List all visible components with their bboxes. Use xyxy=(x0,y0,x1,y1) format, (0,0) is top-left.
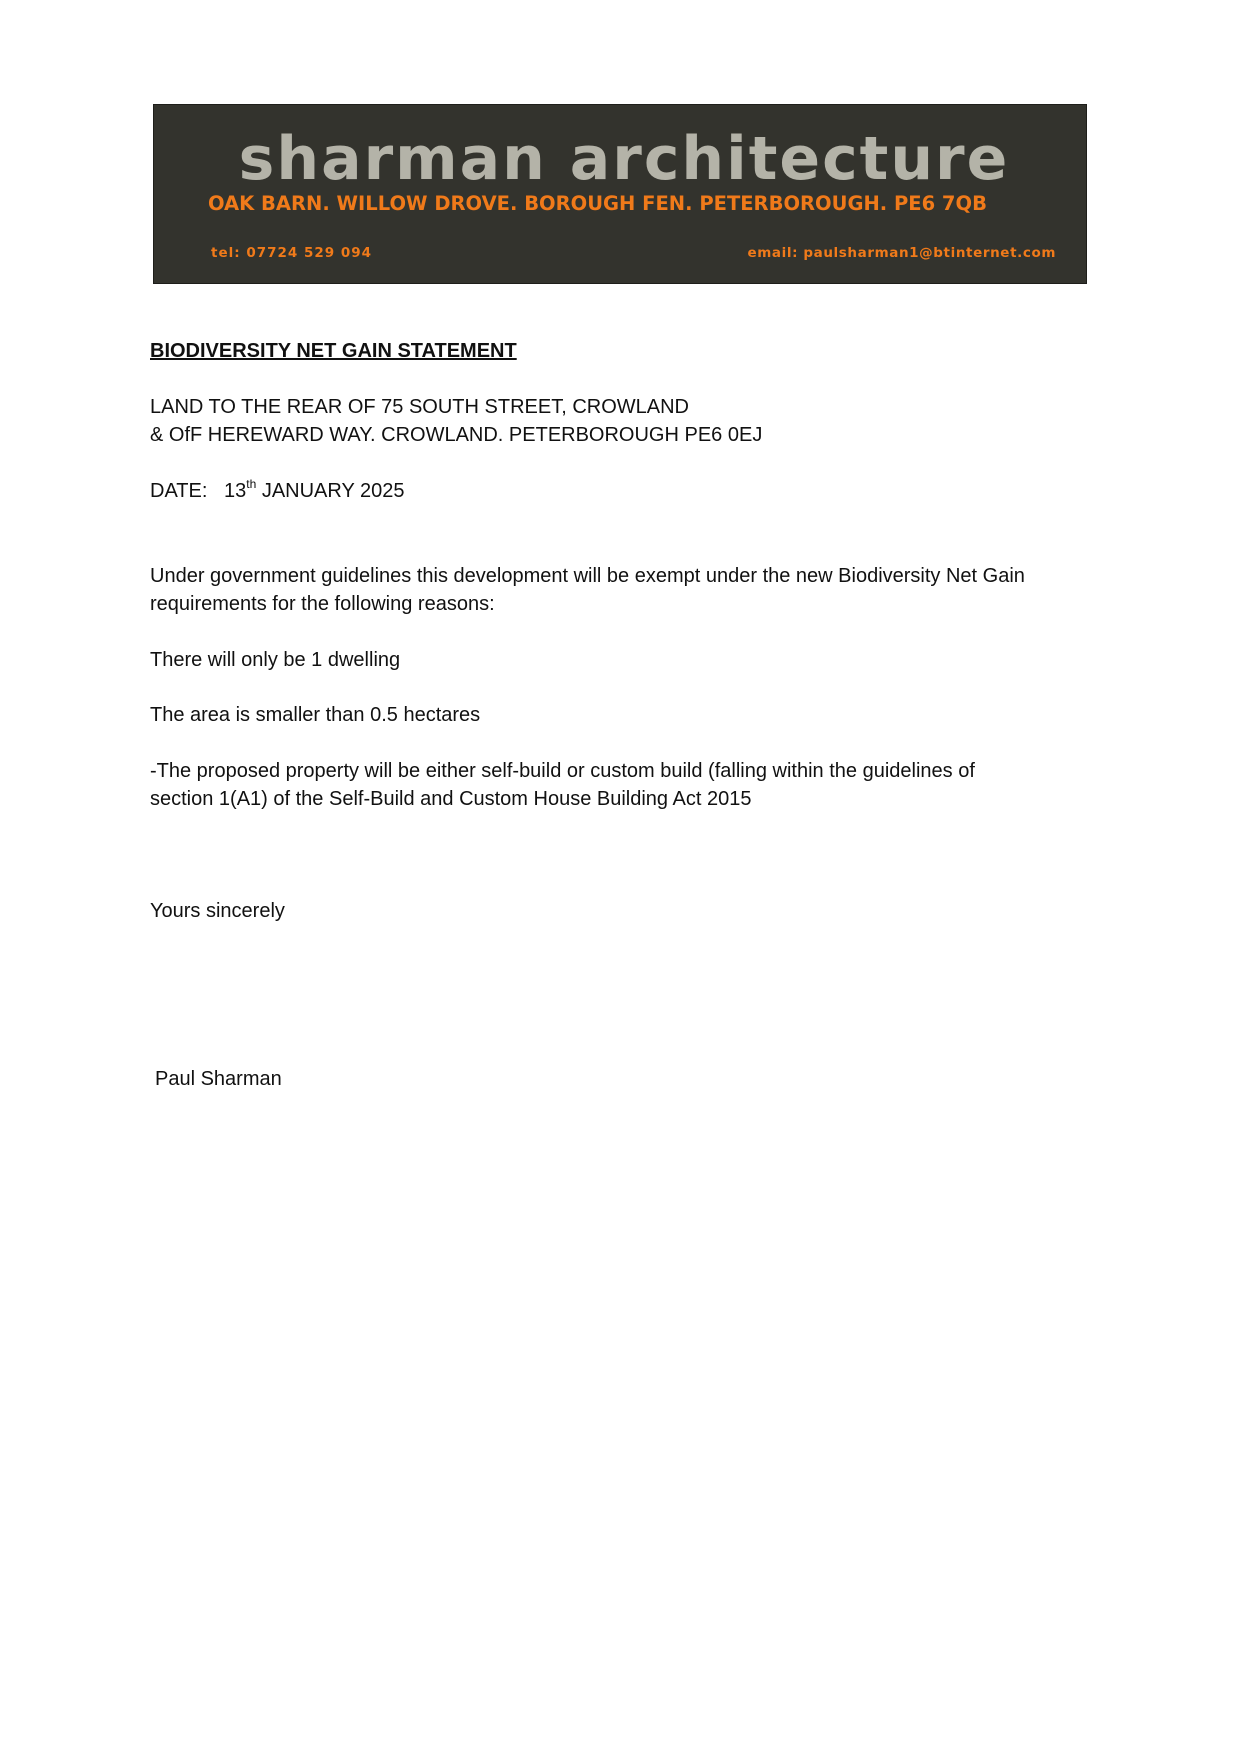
intro-line-2: requirements for the following reasons: xyxy=(150,593,495,615)
date-month-year: JANUARY 2025 xyxy=(256,480,405,502)
document-title: BIODIVERSITY NET GAIN STATEMENT xyxy=(150,340,517,362)
firm-telephone: tel: 07724 529 094 xyxy=(211,245,373,261)
firm-email: email: paulsharman1@btinternet.com xyxy=(747,245,1056,261)
reason-self-build-line-1: -The proposed property will be either self-build or custom build (falling within the guidelines of xyxy=(150,760,975,782)
firm-name: sharman architecture xyxy=(238,124,1010,194)
firm-address: OAK BARN. WILLOW DROVE. BOROUGH FEN. PETERBOROUGH. PE6 7QB xyxy=(208,192,987,215)
date-day: 13 xyxy=(224,480,247,502)
site-address-line-2: & OfF HEREWARD WAY. CROWLAND. PETERBOROUGH PE6 0EJ xyxy=(150,424,763,446)
site-address-line-1: LAND TO THE REAR OF 75 SOUTH STREET, CROWLAND xyxy=(150,396,689,418)
intro-line-1: Under government guidelines this development will be exempt under the new Biodiversity Net Gain xyxy=(150,565,1025,587)
reason-area: The area is smaller than 0.5 hectares xyxy=(150,704,481,726)
closing-salutation: Yours sincerely xyxy=(150,900,285,922)
reason-self-build-line-2: section 1(A1) of the Self-Build and Custom House Building Act 2015 xyxy=(150,788,752,810)
signatory-name: Paul Sharman xyxy=(155,1068,282,1090)
date-line xyxy=(150,477,405,505)
letterhead-banner xyxy=(153,104,1087,284)
date-suffix: th xyxy=(246,477,257,491)
reason-dwelling: There will only be 1 dwelling xyxy=(150,649,401,671)
date-label: DATE: xyxy=(150,480,208,502)
